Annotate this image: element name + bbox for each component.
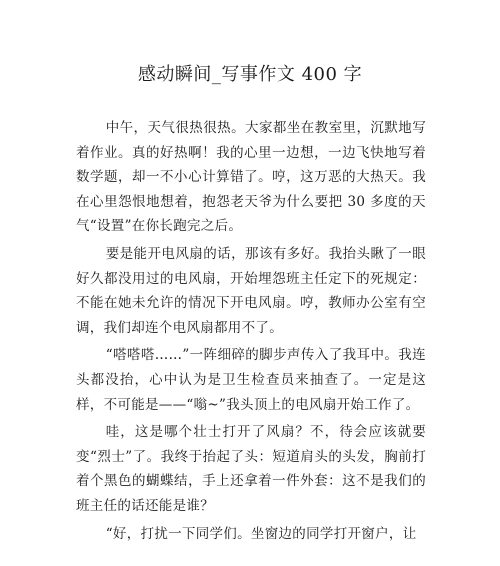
paragraph-4: 哇，这是哪个壮士打开了风扇？不，待会应该就要变“烈士”了。我终于抬起了头：短道肩头的头发，胸前打着个黑色的蝴蝶结，手上还拿着一件外套：这不是我们的班主任的话还能是谁？ — [76, 424, 426, 514]
paragraph-1: 中午，天气很热很热。大家都坐在教室里，沉默地写着作业。真的好热啊！我的心里一边想，一边飞快地写着数学题，却一不小心计算错了。哼，这万恶的大热天。我在心里怨恨地想着，抱怨老天爷为什么要把 30 多度的天气“设置”在你长跑完之后。 — [76, 120, 426, 235]
paragraph-3: “嗒嗒嗒……”一阵细碎的脚步声传入了我耳中。我连头都没抬，心中认为是卫生检查员来抽查了。一定是这样，不可能是——“嗡~”我头顶上的电风扇开始工作了。 — [76, 347, 426, 413]
page-bottom-fade — [0, 556, 500, 566]
paragraph-2: 要是能开电风扇的话，那该有多好。我抬头瞅了一眼好久都没用过的电风扇，开始埋怨班主任定下的死规定：不能在她未允许的情况下开电风扇。哼，教师办公室有空调，我们却连个电风扇都用不了。 — [76, 245, 426, 336]
document-body — [76, 116, 426, 546]
paragraph-5: “好，打扰一下同学们。坐窗边的同学打开窗户，让 — [105, 525, 417, 542]
document-title: 感动瞬间_写事作文 400 字 — [137, 64, 363, 85]
